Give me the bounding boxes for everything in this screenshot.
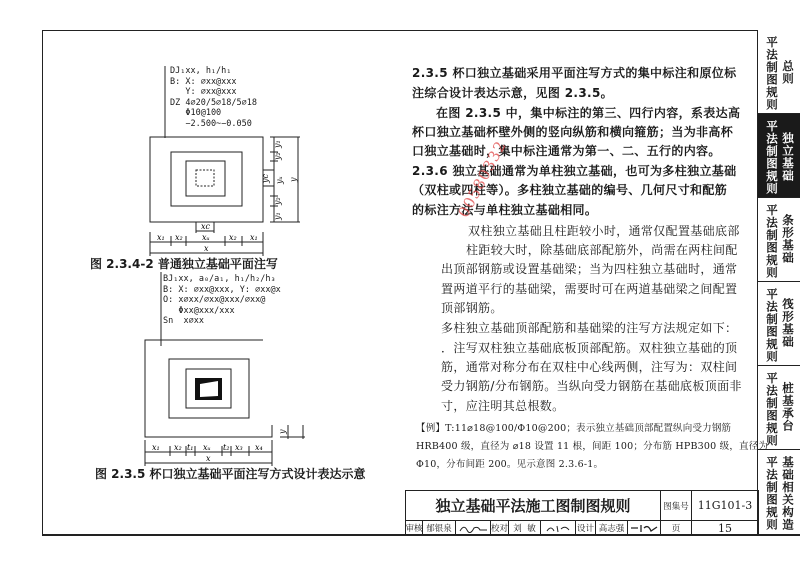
text-line: 受力钢筋/分布钢筋。当纵向受力钢筋在基础底板顶面非 [441,379,742,393]
example-line: 【例】T:11⌀18@100/Φ10@200；表示独立基础顶部配置纵向受力钢筋 [416,423,732,434]
dim-label-total-x: x [204,244,209,253]
review-label: 审核 [406,521,423,535]
text-line: 筋，通常对称分布在双柱中心线两侧，注写为：双柱间 [441,360,738,374]
designer-signature [628,521,661,535]
figure-2-caption: 图 2.3.5 杯口独立基础平面注写方式设计表达示意 [95,467,366,481]
text-line: 顶部钢筋。 [441,301,503,315]
example-line: Φ10，分布间距 200。见示意图 2.3.6-1。 [416,459,604,470]
annotation-line: B: X: ⌀xx@xxx [170,76,237,87]
annotation-line: Φ10@100 [170,108,222,118]
tab-prefix: 平法制图规则 [765,288,779,363]
figure-2-drawing [0,0,400,490]
title-block [405,490,759,535]
tab-general[interactable] [758,30,800,114]
tab-pile-cap[interactable] [758,366,800,450]
annotation-line: Y: ⌀xx@xxx [170,87,237,97]
annotation-line: O: x⌀xx/⌀xx@xxx/⌀xx@ [163,295,266,305]
dim-label: x₁ [152,443,160,452]
dim-label: x₁ [250,233,258,242]
atlas-number: 11G101-3 [692,491,758,521]
dim-label: x₁ [157,233,165,242]
tab-prefix: 平法制图规则 [765,456,779,531]
annotation-line: −2.500~−0.050 [170,118,252,129]
dim-label: x₂ [229,233,237,242]
tab-prefix: 平法制图规则 [765,36,779,111]
text-line: 寸，应注明其总根数。 [441,399,565,413]
annotation-line: DZ 4⌀20/5⌀18/5⌀18 [170,97,257,108]
tab-strip-foundation[interactable] [758,198,800,282]
tab-label: 基础相关构造 [781,456,795,531]
dim-label-total-x: x [206,454,211,463]
text-line: 2.3.5 杯口独立基础采用平面注写方式的集中标注和原位标 [412,66,737,80]
dim-label: x₂ [175,233,183,242]
annotation-line: B: X: ⌀xx@xxx, Y: ⌀xx@x [163,284,281,295]
tab-label: 总则 [781,60,795,85]
text-line: （双柱或四柱等）。多柱独立基础的编号、几何尺寸和配筋 [412,183,728,197]
tab-label: 桩基承台 [781,382,795,432]
text-line: ．注写双柱独立基础底板顶部配筋。双柱独立基础的顶 [441,341,738,355]
reviewer-signature [456,521,491,535]
dim-label: y₂ [273,197,282,205]
tab-prefix: 平法制图规则 [765,120,779,195]
page-number: 15 [718,521,732,535]
text-line: 的标注方法与单柱独立基础相同。 [412,203,598,217]
dim-label: t₂ [223,443,230,452]
tab-raft-foundation[interactable] [758,282,800,366]
reviewer-name: 郁银泉 [423,521,456,535]
tab-prefix: 平法制图规则 [765,204,779,279]
designer-name: 高志强 [596,521,628,535]
dim-label: y₁ [273,212,282,220]
chapter-tabs [757,30,800,535]
dim-label-xc: xc [201,222,210,231]
dim-label-total-y: y [289,177,298,182]
annotation-line: DJ₁xx, h₁/h₁ [170,66,232,76]
dim-label: x₂ [174,443,182,452]
example-line: HRB400 级，直径为 ⌀18 设置 11 根，间距 100；分布筋 HPB300 级，直径为 [416,441,769,452]
checker-name: 刘 敏 [509,521,541,535]
text-line: 双柱独立基础且柱距较小时，通常仅配置基础底部 [468,224,740,238]
tab-prefix: 平法制图规则 [765,372,779,447]
page-label: 页 [661,521,692,535]
text-line: 口独立基础时，集中标注通常为第一、二、五行的内容。 [412,144,721,158]
drawing-title: 独立基础平法施工图制图规则 [406,491,661,521]
dim-label-yc: yc [261,174,270,183]
text-line: 注综合设计表达示意，见图 2.3.5。 [412,86,613,100]
watermark: 00580332 [454,137,510,221]
text-line: 置两道平行的基础梁，需要时可在两道基础梁之间配置 [441,282,738,296]
dim-label: t₁ [187,443,194,452]
tab-isolated-foundation[interactable] [758,114,800,198]
text-line: 2.3.6 独立基础通常为单柱独立基础，也可为多柱独立基础 [412,164,737,178]
dim-label: x₄ [255,443,263,452]
dim-label: xᵤ [202,233,210,242]
check-label: 校对 [491,521,509,535]
dim-label: y₂ [273,152,282,160]
tab-label: 条形基础 [781,214,795,264]
dim-label: xᵤ [203,443,211,452]
design-label: 设计 [576,521,596,535]
tab-label: 独立基础 [781,132,795,182]
dim-label: yᵤ [275,176,284,184]
annotation-line: Φxx@xxx/xxx [163,305,235,316]
annotation-line: BJ₁xx, a₀/a₁, h₁/h₂/h₃ [163,274,276,284]
annotation-line: Sn x⌀xx [163,316,204,326]
text-line: 柱距较大时，除基础底部配筋外，尚需在两柱间配 [466,243,738,257]
text-line: 出顶部钢筋或设置基础梁；当为四柱独立基础时，通常 [441,262,738,276]
atlas-label: 图集号 [661,491,692,521]
dim-label-y: y [278,429,287,434]
text-line: 在图 2.3.5 中，集中标注的第三、四行内容，系表达高 [436,106,741,120]
tab-label: 筏形基础 [781,298,795,348]
dim-label: x₃ [235,443,243,452]
figure-1-caption: 图 2.3.4-2 普通独立基础平面注写 [90,257,278,271]
tab-foundation-details[interactable] [758,450,800,535]
text-line: 多柱独立基础顶部配筋和基础梁的注写方法规定如下： [441,321,738,335]
checker-signature [541,521,576,535]
text-line: 杯口独立基础杯壁外侧的竖向纵筋和横向箍筋；当为非高杯 [412,125,734,139]
dim-label: y₁ [273,140,282,148]
